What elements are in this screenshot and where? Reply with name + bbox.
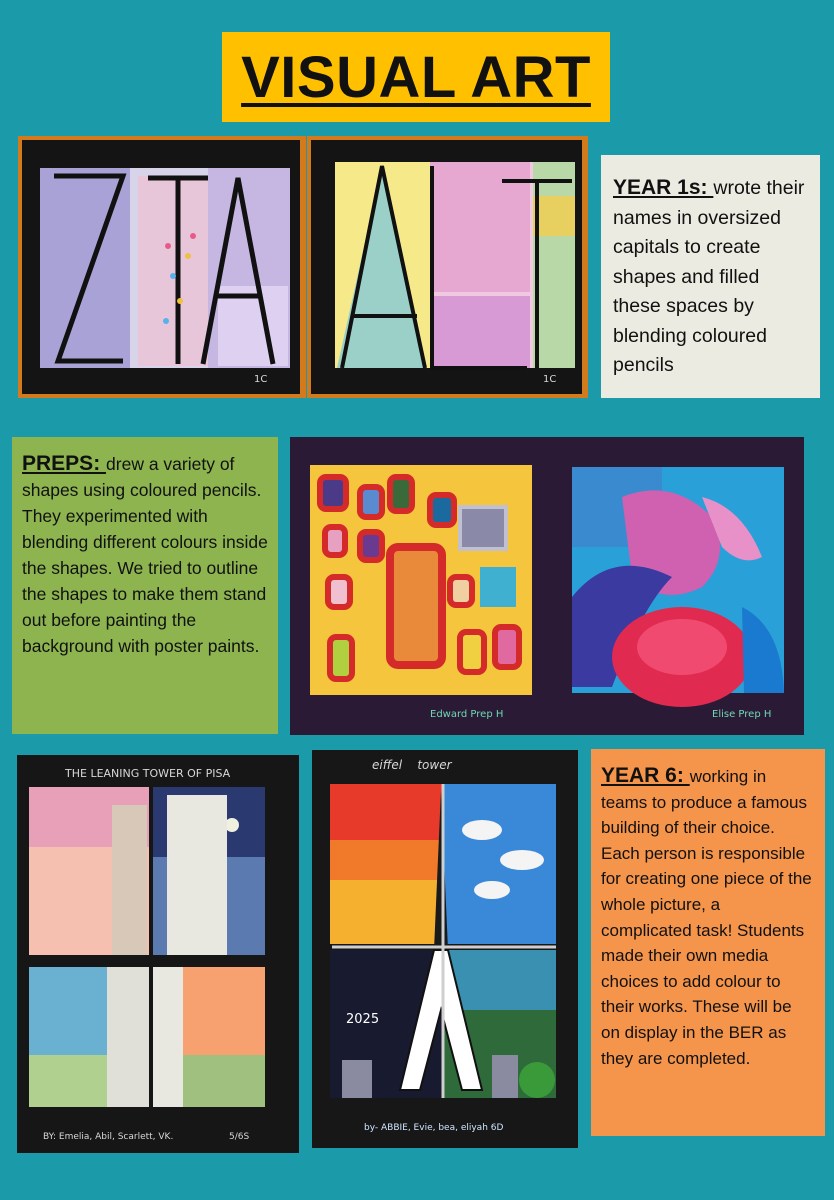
year6-lead: YEAR 6: xyxy=(601,764,690,787)
artwork-elise-caption: Elise Prep H xyxy=(712,709,772,720)
artwork-edward-caption: Edward Prep H xyxy=(430,709,504,720)
preps-textbox xyxy=(12,437,278,734)
artwork-zia xyxy=(18,136,306,398)
artwork-eiffel-year: 2025 xyxy=(346,1012,380,1027)
year6-textbox xyxy=(591,749,825,1136)
artwork-pisa-title: THE LEANING TOWER OF PISA xyxy=(65,767,231,780)
preps-body: drew a variety of shapes using coloured pencils. They experimented with blending different colours inside the shapes. We tried to outline the shapes to make them stand out before painting the background with poster paints. xyxy=(22,454,268,656)
artwork-edward xyxy=(290,437,552,735)
artwork-ali-class: 1C xyxy=(543,374,557,385)
artwork-ali xyxy=(307,136,588,398)
year1-lead: YEAR 1s: xyxy=(613,176,714,199)
preps-lead: PREPS: xyxy=(22,452,107,475)
artwork-eiffel-title: eiffel tower xyxy=(372,758,452,772)
artwork-zia-class: 1C xyxy=(254,374,268,385)
year6-body: working in teams to produce a famous building of their choice. Each person is responsible for creating one piece of the whole picture, a complicated task! Students made their own media choices to add colour to their works. These will be on display in the BER as they are completed. xyxy=(601,767,812,1068)
page-title: VISUAL ART xyxy=(241,44,591,110)
artwork-pisa-code: 5/6S xyxy=(229,1132,250,1142)
year1-body: wrote their names in oversized capitals to create shapes and filled these spaces by blending coloured pencils xyxy=(613,177,805,376)
artwork-pisa-credit: BY: Emelia, Abil, Scarlett, VK. xyxy=(43,1132,174,1142)
artwork-pisa xyxy=(17,755,299,1153)
artwork-eiffel-credit: by- ABBIE, Evie, bea, eliyah 6D xyxy=(364,1123,504,1133)
artwork-eiffel xyxy=(312,750,578,1148)
title-banner xyxy=(222,32,610,122)
artwork-elise xyxy=(552,437,804,735)
year1-textbox xyxy=(601,155,820,398)
